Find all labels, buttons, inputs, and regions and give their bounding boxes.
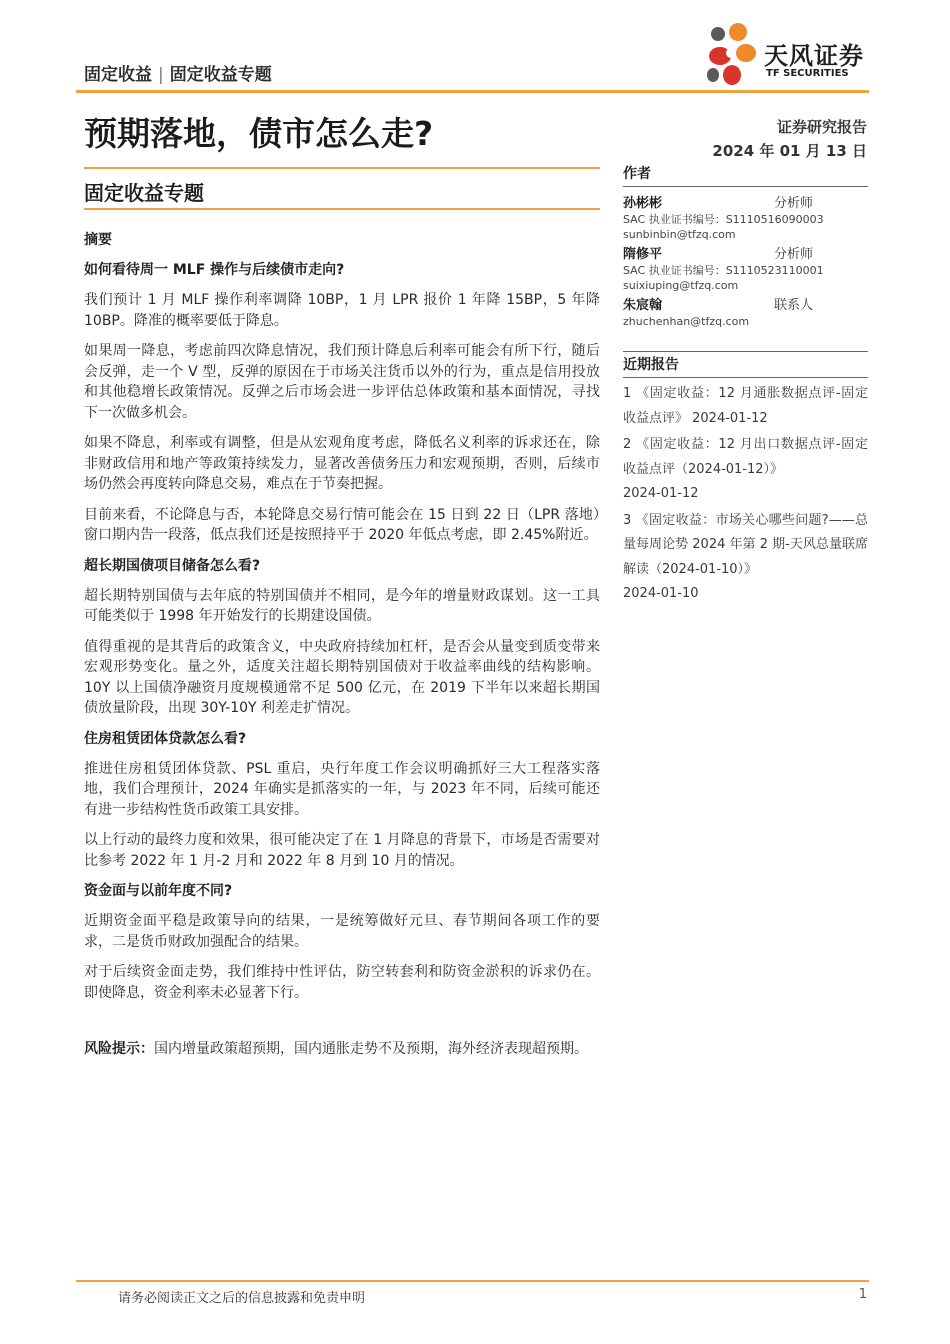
paragraph: 近期资金面平稳是政策导向的结果，一是统筹做好元旦、春节期间各项工作的要求，二是货币财政加强配合的结果。 [84, 913, 600, 950]
report-date: 2024 年 01 月 13 日 [712, 142, 867, 160]
logo-chinese-name: 天风证券 [764, 42, 864, 70]
author-role: 分析师 [773, 247, 813, 262]
report-link[interactable]: 3 《固定收益：市场关心哪些问题?——总量每周论势 2024 年第 2 期-天风总量联席解读（2024-01-10）》 [623, 512, 868, 577]
authors-panel [623, 164, 868, 329]
author-card [623, 297, 868, 329]
author-email[interactable]: zhuchenhan@tfzq.com [623, 315, 750, 328]
spacer [84, 1013, 600, 1039]
summary-heading: 摘要 [84, 232, 112, 248]
author-role: 分析师 [773, 196, 813, 211]
author-name: 隋修平 [623, 247, 663, 262]
reports-top-divider [623, 351, 868, 352]
title-divider [84, 167, 600, 169]
breadcrumb-main[interactable]: 固定收益 [84, 65, 152, 85]
report-title: 预期落地，债市怎么走? [84, 114, 434, 153]
page-number: 1 [858, 1287, 867, 1302]
risk-text: 国内增量政策超预期，国内通胀走势不及预期，海外经济表现超预期。 [154, 1041, 588, 1057]
author-role: 联系人 [773, 298, 813, 313]
author-name: 朱宸翰 [623, 298, 663, 313]
paragraph: 如果不降息，利率或有调整，但是从宏观角度考虑，降低名义利率的诉求还在，除非财政信用和地产等政策持续发力，显著改善债务压力和宏观预期，否则，后续市场仍然会再度转向降息交易，难点在于节奏把握。 [84, 435, 600, 492]
breadcrumb-sub[interactable]: 固定收益专题 [169, 65, 272, 85]
report-subtitle: 固定收益专题 [84, 181, 204, 205]
author-cert: SAC 执业证书编号：S1110523110001 [623, 264, 824, 277]
summary-column [84, 230, 600, 1070]
risk-label: 风险提示： [84, 1041, 154, 1057]
breadcrumb [84, 60, 272, 85]
section-heading: 超长期国债项目储备怎么看? [84, 557, 261, 574]
author-email[interactable]: suixiuping@tfzq.com [623, 279, 739, 292]
breadcrumb-separator: | [158, 65, 164, 85]
report-link[interactable]: 1 《固定收益：12 月通胀数据点评-固定收益点评》 2024-01-12 [623, 386, 868, 426]
paragraph: 值得重视的是其背后的政策含义，中央政府持续加杠杆，是否会从量变到质变带来宏观形势变化。量之外，适度关注超长期特别国债对于收益率曲线的结构影响。10Y 以上国债净融资月度规模通常不足 500 亿元，在 2019 下半年以来超长期国债放量阶段，出现 30Y-10Y 利差走扩情况。 [84, 638, 600, 716]
report-link[interactable]: 2 《固定收益：12 月出口数据点评-固定收益点评（2024-01-12）》 [623, 437, 868, 477]
section-heading: 资金面与以前年度不同? [84, 883, 233, 899]
report-date: 2024-01-12 [623, 486, 699, 501]
report-date: 2024-01-10 [623, 586, 699, 601]
footer-disclaimer: 请务必阅读正文之后的信息披露和免责申明 [118, 1291, 366, 1306]
author-cert: SAC 执业证书编号：S1110516090003 [623, 213, 824, 226]
paragraph: 目前来看，不论降息与否，本轮降息交易行情可能会在 15 日到 22 日（LPR 落地）窗口期内告一段落，低点我们还是按照持平于 2020 年低点考虑，即 2.45%附近。 [84, 506, 600, 543]
logo-english-name: TF SECURITIES [766, 68, 849, 79]
recent-reports-heading: 近期报告 [623, 357, 679, 373]
paragraph: 以上行动的最终力度和效果，很可能决定了在 1 月降息的背景下，市场是否需要对比参考 2022 年 1 月-2 月和 2022 年 8 月到 10 月的情况。 [84, 832, 600, 869]
header-divider [76, 90, 869, 93]
paragraph: 推进住房租赁团体贷款、PSL 重启，央行年度工作会议明确抓好三大工程落实落地，我们合理预计，2024 年确实是抓落实的一年，与 2023 年不同，后续可能还有进一步结构性货币政策工具安排。 [84, 760, 600, 818]
authors-heading: 作者 [623, 166, 651, 182]
paragraph: 超长期特别国债与去年底的特别国债并不相同，是今年的增量财政谋划。这一工具可能类似于 1998 年开始发行的长期建设国债。 [84, 587, 600, 624]
risk-warning [84, 1039, 600, 1060]
author-card [623, 246, 868, 293]
authors-divider [623, 186, 868, 187]
paragraph: 对于后续资金面走势，我们维持中性评估，防空转套利和防资金淤积的诉求仍在。即使降息，资金利率未必显著下行。 [84, 964, 600, 1001]
report-type: 证券研究报告 [776, 118, 867, 136]
recent-reports-panel [623, 351, 868, 609]
subtitle-divider [84, 208, 600, 210]
section-heading: 住房租赁团体贷款怎么看? [84, 730, 247, 747]
section-heading: 如何看待周一 MLF 操作与后续债市走向? [84, 262, 345, 278]
reports-divider [623, 377, 868, 378]
author-email[interactable]: sunbinbin@tfzq.com [623, 228, 736, 241]
author-card [623, 195, 868, 242]
author-name: 孙彬彬 [623, 196, 663, 211]
footer-divider [76, 1280, 869, 1282]
paragraph: 我们预计 1 月 MLF 操作利率调降 10BP，1 月 LPR 报价 1 年降 15BP，5 年降 10BP。降准的概率要低于降息。 [84, 292, 600, 329]
paragraph: 如果周一降息，考虑前四次降息情况，我们预计降息后利率可能会有所下行，随后会反弹，走一个 V 型，反弹的原因在于市场关注货币以外的行为，重点是信用投放和其他稳增长政策情况。反弹之后市场会进一步评估总体政策和基本面情况，寻找下一次做多机会。 [84, 343, 600, 421]
